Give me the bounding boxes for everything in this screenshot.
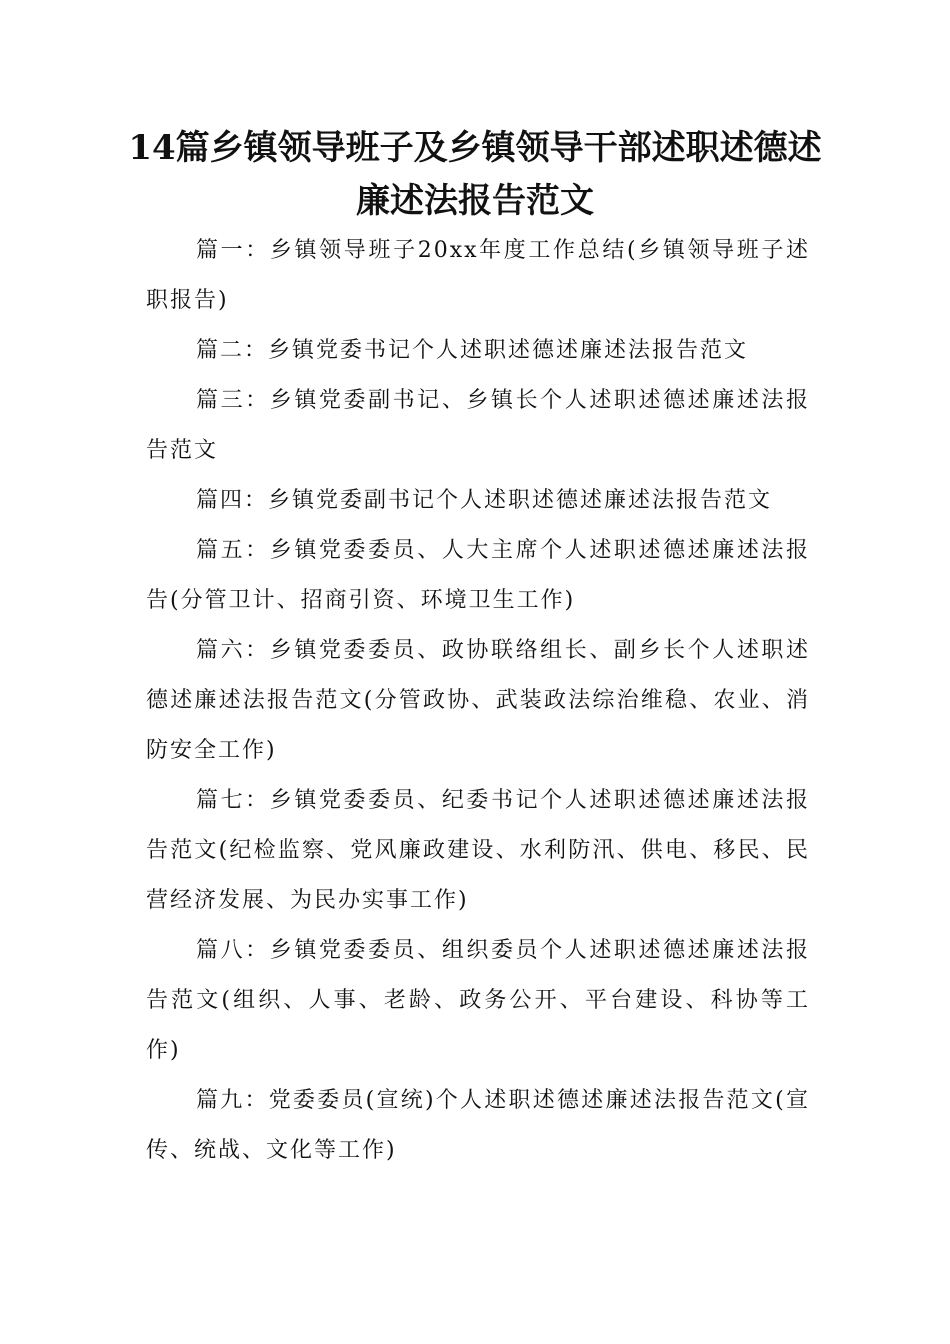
toc-item-3: 篇三：乡镇党委副书记、乡镇长个人述职述德述廉述法报告范文 — [146, 388, 810, 463]
document-title: 14篇乡镇领导班子及乡镇领导干部述职述德述廉述法报告范文 — [128, 128, 822, 221]
toc-item-6: 篇六：乡镇党委委员、政协联络组长、副乡长个人述职述德述廉述法报告范文(分管政协、武装政法综治维稳、农业、消防安全工作) — [146, 638, 810, 763]
toc-item-1: 篇一：乡镇领导班子20xx年度工作总结(乡镇领导班子述职报告) — [146, 238, 810, 313]
toc-item-9: 篇九：党委委员(宣统)个人述职述德述廉述法报告范文(宣传、统战、文化等工作) — [146, 1088, 810, 1163]
toc-item-5: 篇五：乡镇党委委员、人大主席个人述职述德述廉述法报告(分管卫计、招商引资、环境卫生工作) — [146, 538, 810, 613]
toc-item-7: 篇七：乡镇党委委员、纪委书记个人述职述德述廉述法报告范文(纪检监察、党风廉政建设、水利防汛、供电、移民、民营经济发展、为民办实事工作) — [146, 788, 810, 913]
toc-item-8: 篇八：乡镇党委委员、组织委员个人述职述德述廉述法报告范文(组织、人事、老龄、政务公开、平台建设、科协等工作) — [146, 938, 810, 1063]
toc-item-2: 篇二：乡镇党委书记个人述职述德述廉述法报告范文 — [196, 338, 749, 363]
toc-item-4: 篇四：乡镇党委副书记个人述职述德述廉述法报告范文 — [196, 488, 773, 513]
table-of-contents — [146, 226, 810, 1176]
